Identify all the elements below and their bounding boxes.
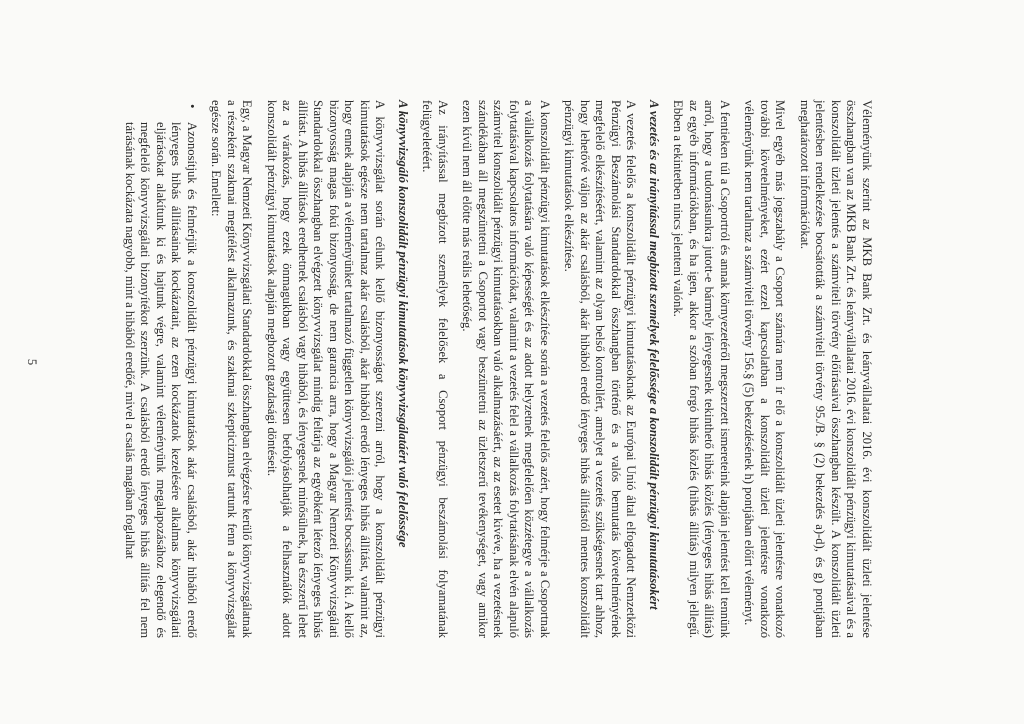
paragraph-management-1: A vezetés felelős a konszolidált pénzügyi kimutatásoknak az Európai Unió által elfogadott Nemzetközi Pénzügyi Beszámolási Standardokkal összhangban történő és a valós bemutatás követelményének megfelelő elkészítéséért, valamint az olyan belső kontrollért, amelyet a vezetés szükségesnek tart ahhoz, hogy lehetővé váljon az akár csalásból, akár hibából eredő lényeges hibás állítástól mentes konszolidált pénzügyi kimutatások elkészítése. bbox=[562, 100, 639, 638]
paragraph-auditor-2: Egy, a Magyar Nemzeti Könyvvizsgálati Standardokkal összhangban elvégzésre kerülő könyvvizsgálatnak a részeként szakmai megítélést alkalmazunk, és szakmai szkepticizmust tartunk fenn a könyvvizsgálat egésze során. Emellett: bbox=[209, 100, 255, 638]
heading-auditor-responsibility: A könyvvizsgáló konszolidált pénzügyi kimutatások könyvvizsgálatáért való felelőssége bbox=[396, 100, 410, 548]
page-number: 5 bbox=[25, 358, 40, 366]
paragraph-opinion-consolidated-report: Véleményünk szerint az MKB Bank Zrt. és leányvállalatai 2016. évi konszolidált üzleti jelentése összhangban van az MKB Bank Zrt. és leányvállalatai 2016. évi konszolidált pénzügyi kimutatásaival és a konszolidált üzleti jelentés a számviteli törvény előírásaival összhangban készült. A konszolidált üzleti jelentésben rendelkezése bocsátották a számviteli törvény 95./B. § (2) bekezdés a)-d), és g) pontjában meghatározott információkat. bbox=[798, 100, 874, 638]
heading-management-responsibility: A vezetés és az irányítással megbízott személyek felelőssége a konszolidált pénzügyi kimutatásokért bbox=[647, 100, 661, 610]
paragraph-other-requirements: Mivel egyéb más jogszabály a Csoport számára nem ír elő a konszolidált üzleti jelentésre vonatkozó további követelményeket, ezért ezzel kapcsolatban a konszolidált üzleti jelentésre vonatkozó véleményünk nem tartalmaz a számviteli törvény 156.§ (5) bekezdésének h) pontjában előírt véleményt. bbox=[742, 100, 788, 638]
paragraph-management-2: A konszolidált pénzügyi kimutatások elkészítése során a vezetés felelős azért, hogy felmérje a Csoportnak a vállalkozás folytatására való képességét és az adott helyzetnek megfelelően közzétegye a vállalkozás folytatásával kapcsolatos információkat, valamint a vezetés felel a vállalkozás folytatásának elvén alapuló számvitel konszolidált pénzügyi kimutatásokban való alkalmazásáért, az az esetet kivéve, ha a vezetésnek szándékában áll megszüntetni a Csoportot vagy beszüntetni az üzletszerű tevékenységet, vagy amikor ezen kívül nem áll előtte más reális lehetőség. bbox=[460, 100, 552, 638]
bullet-icon: • bbox=[185, 104, 199, 109]
paragraph-other-information: A fentieken túl a Csoportról és annak környezetéről megszerzett ismereteink alapján jelentést kell tennünk arról, hogy a tudomásunkra jutott-e bármely lényegesnek tekinthető hibás közlés (lényeges hibás állítás) az egyéb információkban, és ha igen, akkor a szóban forgó hibás közlés (hibás állítás) milyen jellegű. Ebben a tekintetben nincs jelenteni valónk. bbox=[671, 100, 732, 638]
paragraph-management-3: Az irányítással megbízott személyek felelősek a Csoport pénzügyi beszámolási folyamatának felügyeletéért. bbox=[420, 100, 450, 638]
bullet-text: Azonosítjuk és felmérjük a konszolidált pénzügyi kimutatások akár csalásból, akár hibából eredő lényeges hibás állításainak kockázatait, az ezen kockázatok kezelésére alkalmas könyvvizsgálati eljárásokat alakítunk ki és hajtunk végre, valamint véleményünk megalapozásához elegendő és megfelelő könyvvizsgálati bizonyítékot szerzünk. A csalásból eredő lényeges hibás állítás fel nem tárásának kockázata nagyobb, mint a hibából eredőé, mivel a csalás magában foglalhat bbox=[123, 122, 199, 638]
bullet-item bbox=[122, 100, 200, 638]
paragraph-auditor-1: A könyvvizsgálat során célunk kellő bizonyosságot szerezni arról, hogy a konszolidált pénzügyi kimutatások egésze nem tartalmaz akár csalásból, akár hibából eredő lényeges hibás állítást, valamint az, hogy ennek alapján a véleményünket tartalmazó független könyvvizsgálói jelentést bocsássunk ki. A kellő bizonyosság magas fokú bizonyosság, de nem garancia arra, hogy a Magyar Nemzeti Könyvvizsgálati Standardokkal összhangban elvégzett könyvvizsgálat mindig feltárja az egyébként létező lényeges hibás állítást. A hibás állítások eredhetnek csalásból vagy hibából, és lényegesnek minősülnek, ha észszerű lehet az a várakozás, hogy ezek önmagukban vagy együttesen befolyásolhatják a felhasználók adott konszolidált pénzügyi kimutatások alapján meghozott gazdasági döntéseit. bbox=[265, 100, 388, 638]
